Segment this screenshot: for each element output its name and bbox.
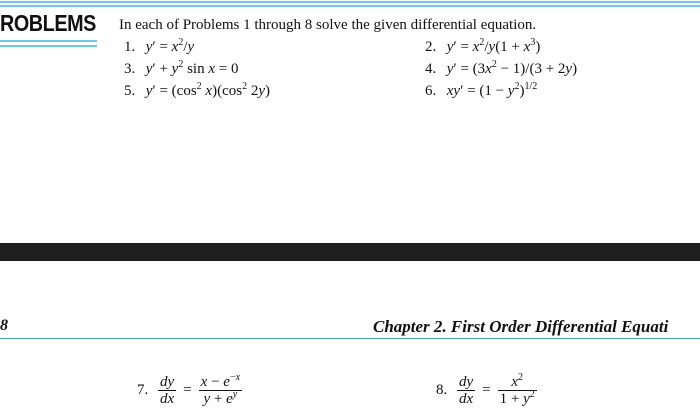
problem-1-eq: $y' = x^2/y$	[145, 37, 195, 55]
problem-number: 3.	[124, 61, 136, 77]
rhs-fraction	[498, 374, 537, 407]
heading-underline	[0, 40, 97, 42]
problem-number: 5.	[124, 83, 136, 99]
instructions: In each of Problems 1 through 8 solve the given differential equation.	[119, 17, 537, 33]
problem-3	[124, 61, 239, 78]
problem-2	[425, 39, 540, 56]
problem-number: 1.	[124, 39, 136, 55]
page-number: 8	[0, 317, 8, 334]
problem-6	[425, 83, 537, 100]
problem-number: 6.	[425, 83, 437, 99]
top-rule	[0, 1, 700, 3]
problem-1	[124, 39, 194, 56]
lhs-numerator: dy	[160, 374, 175, 390]
problem-5	[124, 83, 270, 100]
problem-number: 2.	[425, 39, 437, 55]
rhs-fraction	[199, 374, 242, 407]
problem-7: 7. $\frac{dy}{dx}$ = $\frac{x - e^{-x}}{y + e^y}$	[137, 372, 241, 407]
rhs-numerator: $x^2$	[511, 372, 524, 390]
page-break-band	[0, 243, 700, 261]
lhs-denominator: dx	[160, 391, 175, 407]
rhs-numerator: $x - e^{-x}$	[200, 372, 241, 390]
problem-number: 8.	[436, 382, 448, 398]
problem-3-eq: $y' + y^2$ sin x = 0	[145, 59, 239, 77]
problem-8: 8. $\frac{dy}{dx}$ = $\frac{x^2}{1 + y^2}$	[436, 372, 535, 407]
problem-number: 7.	[137, 382, 149, 398]
rhs-denominator: $1 + y^2$	[499, 389, 535, 407]
rhs-denominator: $y + e^y$	[203, 389, 238, 407]
chapter-header: Chapter 2. First Order Differential Equati	[373, 317, 669, 336]
problem-6-eq: $xy' = (1 - y^2)^{1/2}$	[446, 81, 538, 99]
problem-number: 4.	[425, 61, 437, 77]
problem-5-eq: $y' = (\cos^2$ $x)(\cos^2$ 2y)	[145, 81, 270, 99]
lhs-numerator: dy	[459, 374, 474, 390]
problem-2-eq: $y' = x^2/y(1 + x^3)$	[446, 37, 541, 55]
section-heading: ROBLEMS	[0, 10, 96, 36]
lhs-fraction	[457, 374, 475, 407]
problem-4	[425, 61, 577, 78]
lhs-denominator: dx	[459, 391, 474, 407]
heading-underline-2	[0, 45, 97, 47]
problem-4-eq: $y' = (3x^2 - 1)/(3 + 2y)$	[446, 59, 578, 77]
top-rule-2	[0, 5, 700, 7]
lhs-fraction	[158, 374, 176, 407]
header-rule	[0, 338, 700, 339]
